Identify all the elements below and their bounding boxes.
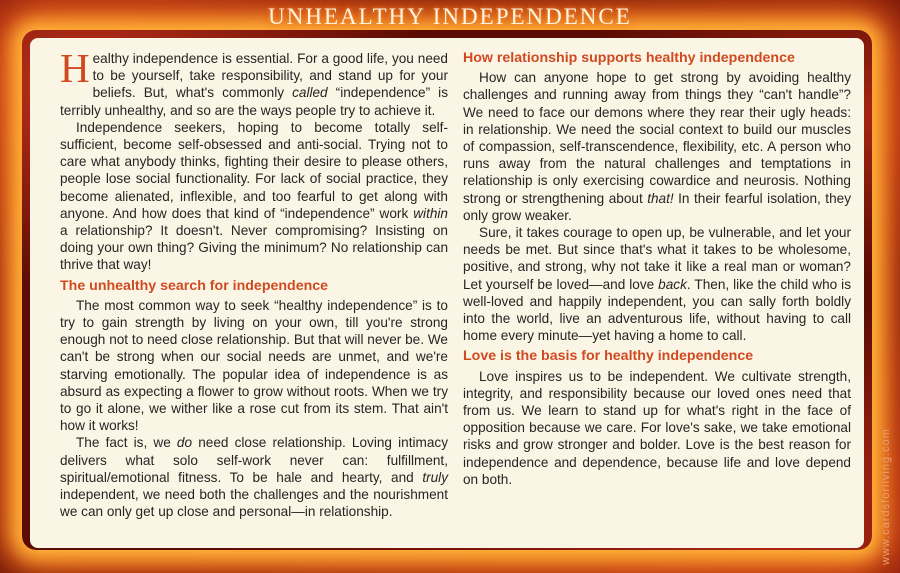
- section-heading: Love is the basis for healthy independence: [463, 348, 754, 365]
- emphasis: do: [176, 435, 193, 451]
- website-credit[interactable]: www.cardsforliving.com: [880, 428, 892, 565]
- text-run: independent, we need both the challenges and the nourishment we can only get up close and personal—in relationship.: [60, 487, 448, 520]
- drop-cap: H: [60, 45, 90, 91]
- page-title: UNHEALTHY INDEPENDENCE: [268, 4, 632, 29]
- paragraph: [60, 119, 448, 274]
- text-run: . Then, like the child who is well-loved and happily independent, you can sally forth boldly into the world, live an adventurous life, without having to call home every minute—yet having a home to call.: [463, 276, 851, 344]
- intro-paragraph: [60, 45, 448, 119]
- text-run: ealthy independence is essential. For a good life, you need to be yourself, take responsibility, and stand up for your beliefs. But, what's commonly: [92, 51, 448, 101]
- paragraph: [60, 434, 448, 520]
- paragraph: [463, 69, 851, 224]
- emphasis: called: [292, 85, 328, 101]
- text-run: The fact is, we: [76, 435, 177, 451]
- emphasis: that!: [647, 190, 674, 206]
- left-column: [60, 45, 448, 520]
- content-panel: [30, 38, 864, 548]
- paragraph: The most common way to seek “healthy independence” is to try to gain strength by living on your own, till you're strong enough not to need close relationship. But that will never be. We can't be strong when our social needs are unmet, and we're starving emotionally. The popular idea of independence is as absurd as expecting a flower to grow without roots. When we try to go it alone, we wither like a rose cut from its stem. That ain't how it works!: [60, 297, 448, 434]
- text-run: a relationship? It doesn't. Never compromising? Insisting on doing your own thing? Giving the minimum? No relationship can thrive that way!: [60, 223, 448, 273]
- paragraph: Love inspires us to be independent. We cultivate strength, integrity, and responsibility because our loved ones need that from us. We learn to stand up for what's right in the face of opposition because we care. For love's sake, we take emotional risks and grow stronger and bolder. Love is the best reason for independence and dependence, because life and love depend on both.: [463, 368, 851, 487]
- text-run: Sure, it takes courage to open up, be vulnerable, and let your needs be met. But since that's what it takes to be wholesome, positive, and strong, why not take it like a real man or woman? Let yourself be loved—and love: [463, 225, 851, 292]
- paragraph: [463, 224, 851, 344]
- text-run: In their fearful isolation, they only grow weaker.: [463, 190, 852, 223]
- text-run: need close relationship. Loving intimacy delivers what solo self-work never can: fulfillment, spiritual/emotional fitness. To be hale and hearty, and: [60, 435, 448, 485]
- section-heading: The unhealthy search for independence: [60, 277, 329, 294]
- emphasis: back: [658, 276, 687, 292]
- right-column: [463, 50, 851, 488]
- text-run: Independence seekers, hoping to become totally self-sufficient, become self-obsessed and anti-social. Trying not to care what anybody thinks, fighting their desire to please others, people lose social functionality. For lack of social practice, they become alienated, inflexible, and too fearful to get along with anyone. And how does that kind of “independence” work: [60, 119, 448, 221]
- section-heading: How relationship supports healthy independence: [463, 50, 795, 66]
- emphasis: truly: [422, 469, 448, 485]
- emphasis: within: [413, 205, 448, 221]
- text-run: “independence” is terribly unhealthy, and so are the ways people try to achieve it.: [60, 85, 448, 118]
- text-run: How can anyone hope to get strong by avoiding healthy challenges and running away from things they “can't handle”? We need to face our demons where they rear their ugly heads: in relationship. We need the social context to build our muscles of compassion, self-transcendence, flexibility, etc. A person who runs away from the natural challenges and temptations in relationship is only exercising cowardice and neurosis. Nothing strong or strengthening about: [463, 70, 851, 206]
